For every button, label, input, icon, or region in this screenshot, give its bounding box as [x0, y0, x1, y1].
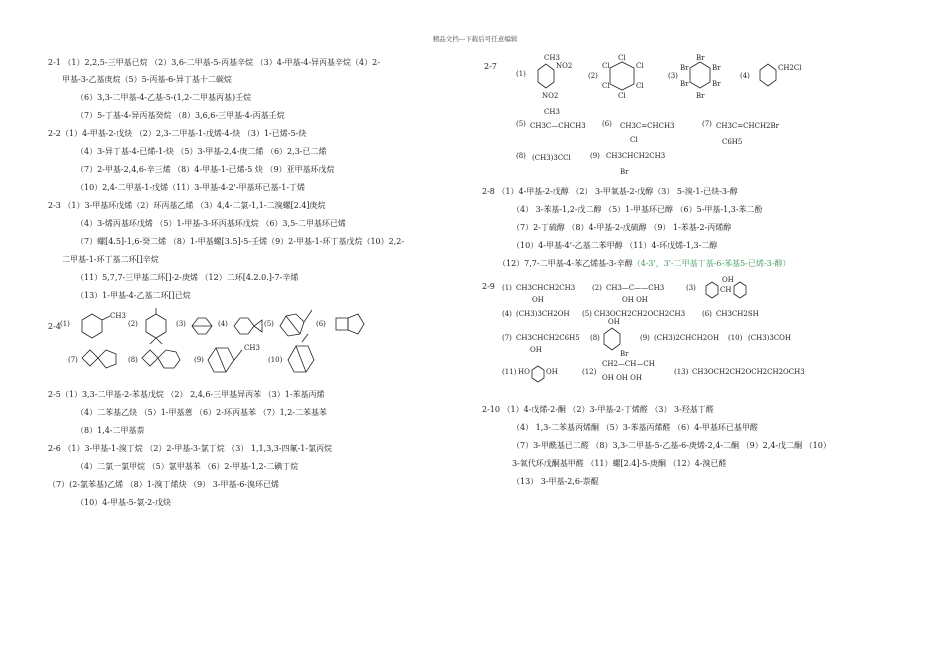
- left-line: （7）螺[4.5]-1,6-癸二烯 （8）1-甲基螺[3.5]-5-壬烯（9）2-甲基-1-环丁基戊烷（10）2,2-: [76, 237, 405, 246]
- svg-text:CH: CH: [720, 286, 732, 294]
- svg-text:CH3OCH2CH2OCH2CH2OCH3: CH3OCH2CH2OCH2CH2OCH3: [692, 368, 805, 376]
- svg-text:(7): (7): [502, 334, 512, 342]
- left-line: （13）1-甲基-4-乙基二环[]已烷: [76, 291, 191, 300]
- svg-text:Cl: Cl: [602, 82, 610, 90]
- svg-text:Br: Br: [680, 80, 689, 88]
- left-line: （7）(2-氯苯基)乙烯 （8）1-溴丁烯炔 （9） 3-甲基-6-溴环已烯: [48, 480, 280, 489]
- page-header: 精品文档---下载后可任意编辑: [432, 35, 518, 43]
- svg-text:CH3C—CHCH3: CH3C—CHCH3: [530, 122, 586, 130]
- svg-text:NO2: NO2: [542, 92, 559, 100]
- svg-text:Br: Br: [620, 350, 629, 358]
- svg-text:(CH3)3CCl: (CH3)3CCl: [532, 154, 571, 162]
- svg-text:(9): (9): [194, 356, 204, 364]
- svg-text:(6): (6): [702, 310, 712, 318]
- svg-text:Br: Br: [712, 80, 721, 88]
- svg-text:(4): (4): [502, 310, 512, 318]
- svg-text:(2): (2): [128, 320, 138, 328]
- svg-text:(8): (8): [128, 356, 138, 364]
- answer-2-8-12: [498, 259, 790, 269]
- svg-text:(3): (3): [686, 284, 696, 292]
- svg-text:(5): (5): [516, 120, 526, 128]
- svg-text:Cl: Cl: [636, 82, 644, 90]
- svg-text:(5): (5): [582, 310, 592, 318]
- svg-text:(1): (1): [60, 320, 70, 328]
- svg-text:Br: Br: [696, 92, 705, 100]
- svg-text:C6H5: C6H5: [722, 138, 743, 146]
- left-line: 二甲基-1-环丁基二环[]辛烷: [62, 255, 159, 264]
- right-line: （4） 3-苯基-1,2-戊二醇 （5）1-甲基环已醇 （6）5-甲基-1,3-苯二酚: [512, 205, 763, 214]
- svg-text:CH3: CH3: [110, 312, 126, 320]
- svg-text:Br: Br: [712, 64, 721, 72]
- svg-text:CH3C=CHCH3: CH3C=CHCH3: [620, 122, 675, 130]
- svg-text:OH OH: OH OH: [622, 296, 648, 304]
- svg-text:(6): (6): [316, 320, 326, 328]
- right-line: （10）4-甲基-4'-乙基二苯甲醇 （11）4-环戊烯-1,3-二醇: [512, 241, 718, 250]
- right-line: （13） 3-甲基-2,6-萘醌: [512, 477, 599, 486]
- svg-text:(9): (9): [640, 334, 650, 342]
- left-line: （8）1,4-二甲基萘: [76, 426, 145, 435]
- left-line: （4）二氯一氯甲烷 （5）氯甲基苯 （6）2-甲基-1,2-二碘丁烷: [76, 462, 299, 471]
- svg-text:OH: OH: [546, 368, 558, 376]
- svg-text:CH3CHCH2CH3: CH3CHCH2CH3: [516, 284, 576, 292]
- left-line: （4）3-烯丙基环戊烯 （5）1-甲基-3-环丙基环戊烷 （6）3,5-二甲基环已烯: [76, 219, 346, 228]
- left-line: 2-6 （1）3-甲基-1-溴丁烷 （2）2-甲基-3-氯丁烷 （3） 1,1,3,3-四氟-1-氯丙烷: [48, 444, 333, 453]
- left-line: （4）二苯基乙炔 （5）1-甲基蒽 （6）2-环丙基苯 （7）1,2-二苯基苯: [76, 408, 327, 417]
- svg-text:(4): (4): [740, 72, 750, 80]
- svg-text:CH2Cl: CH2Cl: [778, 64, 802, 72]
- svg-text:(3): (3): [668, 72, 678, 80]
- svg-text:CH3CHCH2C6H5: CH3CHCH2C6H5: [516, 334, 580, 342]
- svg-text:Cl: Cl: [618, 54, 626, 62]
- svg-text:CH3C=CHCH2Br: CH3C=CHCH2Br: [716, 122, 779, 130]
- left-line: （6）3,3-二甲基-4-乙基-5-(1,2-二甲基丙基)壬烷: [76, 93, 252, 102]
- svg-text:(5): (5): [264, 320, 274, 328]
- structures-2-4-row2: [68, 340, 368, 390]
- right-line: （7）3-甲酰基已二醛 （8）3,3-二甲基-5-乙基-6-庚烯-2,4-二酮 （9）2,4-戊二酮 （10）: [512, 441, 831, 450]
- svg-text:(1): (1): [516, 70, 526, 78]
- svg-text:(CH3)3COH: (CH3)3COH: [748, 334, 792, 342]
- answer-2-8-12-alt: （4-3'，3'-二甲基丁基-6-苯基5-已烯-3-醇）: [632, 259, 791, 268]
- svg-text:(4): (4): [218, 320, 228, 328]
- svg-text:CH3CHCH2CH3: CH3CHCH2CH3: [606, 152, 666, 160]
- svg-text:Br: Br: [696, 54, 705, 62]
- svg-text:CH3: CH3: [244, 344, 260, 352]
- svg-text:(7): (7): [702, 120, 712, 128]
- left-line: （11）5,7,7-三甲基二环[]-2-庚烯 （12）二环[4.2.0.]-7-辛烯: [76, 273, 299, 282]
- left-line: （4）3-异丁基-4-已烯-1-炔 （5）3-甲基-2,4-庚二烯 （6）2,3-已二烯: [76, 147, 327, 156]
- svg-text:(10): (10): [728, 334, 743, 342]
- svg-text:OH: OH: [532, 296, 544, 304]
- right-line: 3-氧代环戊酮基甲醛 （11）螺[2.4]-5-庚酮 （12）4-溴已醛: [512, 459, 727, 468]
- svg-text:(2): (2): [588, 72, 598, 80]
- svg-text:CH3OCH2CH2OCH2CH3: CH3OCH2CH2OCH2CH3: [594, 310, 686, 318]
- section-2-4-label: 2-4: [48, 322, 61, 331]
- svg-text:(8): (8): [516, 152, 526, 160]
- svg-text:HO: HO: [518, 368, 530, 376]
- structures-2-7: [516, 54, 836, 204]
- right-line: （4） 1,3-二苯基丙烯酮 （5）3-苯基丙烯醛 （6）4-甲基环已基甲醛: [512, 423, 758, 432]
- svg-text:CH3CH2SH: CH3CH2SH: [716, 310, 759, 318]
- svg-text:Cl: Cl: [636, 62, 644, 70]
- svg-text:(10): (10): [268, 356, 283, 364]
- svg-text:CH3—C——CH3: CH3—C——CH3: [606, 284, 665, 292]
- svg-text:OH: OH: [722, 276, 734, 284]
- svg-text:Br: Br: [680, 64, 689, 72]
- svg-text:(13): (13): [674, 368, 689, 376]
- svg-text:(9): (9): [590, 152, 600, 160]
- svg-text:(12): (12): [582, 368, 597, 376]
- left-line: （10）2,4-二甲基-1-戊烯（11）3-甲基-4-2'-甲基环已基-1-丁烯: [76, 183, 306, 192]
- svg-text:(3): (3): [176, 320, 186, 328]
- structures-2-9: [502, 276, 882, 396]
- svg-text:NO2: NO2: [556, 62, 573, 70]
- svg-text:(2): (2): [592, 284, 602, 292]
- svg-text:OH: OH: [530, 346, 542, 354]
- svg-text:(7): (7): [68, 356, 78, 364]
- svg-text:Br: Br: [620, 168, 629, 176]
- svg-text:Cl: Cl: [618, 92, 626, 100]
- right-line: 2-8 （1）4-甲基-2-戊醇 （2） 3-甲氧基-2-戊醇（3） 5-溴-1-已炔-3-醇: [482, 187, 738, 196]
- svg-text:(CH3)2CHCH2OH: (CH3)2CHCH2OH: [654, 334, 720, 342]
- right-line: （7）2-丁硫醇 （8）4-甲基-2-戊硫醇 （9） 1-苯基-2-丙烯醇: [512, 223, 732, 232]
- svg-text:OH: OH: [608, 318, 620, 326]
- left-line: （10）4-甲基-5-氯-2-戊炔: [76, 498, 171, 507]
- section-2-9-label: 2-9: [482, 282, 495, 291]
- left-line: 甲基-3-乙基庚烷（5）5-丙基-6-异丁基十二碳烷: [62, 75, 232, 84]
- svg-text:CH3: CH3: [544, 54, 560, 62]
- svg-text:Cl: Cl: [630, 136, 638, 144]
- right-line: 2-10 （1）4-戊烯-2-酮 （2）3-甲基-2-丁烯醛 （3） 3-羟基丁醛: [482, 405, 714, 414]
- answer-2-8-12-main: （12）7,7-二甲基-4-苯乙烯基-3-辛醇: [498, 259, 633, 268]
- left-line: 2-2（1）4-甲基-2-戊炔 （2）2,3-二甲基-1-戊烯-4-炔 （3）1-已烯-5-炔: [48, 129, 307, 138]
- svg-text:(1): (1): [502, 284, 512, 292]
- svg-text:OH OH OH: OH OH OH: [602, 374, 642, 382]
- svg-text:(8): (8): [590, 334, 600, 342]
- left-line: 2-5（1）3,3-二甲基-2-苯基戊烷 （2） 2,4,6-三甲基异丙苯 （3）1-苯基丙烯: [48, 390, 325, 399]
- section-2-7-label: 2-7: [484, 62, 497, 71]
- left-line: 2-3 （1）3-甲基环戊烯（2）环丙基乙烯 （3）4,4-二氯-1,1-二溴螺[2.4]庚烷: [48, 201, 326, 210]
- svg-text:(11): (11): [502, 368, 517, 376]
- left-line: 2-1 （1）2,2,5-三甲基已烷 （2）3,6-二甲基-5-丙基辛烷 （3）4-甲基-4-异丙基辛烷（4）2-: [48, 58, 380, 67]
- left-line: （7）5-丁基-4-异丙基癸烷 （8）3,6,6-三甲基-4-丙基壬烷: [76, 111, 285, 120]
- svg-text:(CH3)3CH2OH: (CH3)3CH2OH: [516, 310, 570, 318]
- svg-text:Cl: Cl: [602, 62, 610, 70]
- svg-text:CH3: CH3: [544, 108, 560, 116]
- svg-text:(6): (6): [602, 120, 612, 128]
- svg-text:CH2—CH—CH: CH2—CH—CH: [602, 360, 655, 368]
- left-line: （7）2-甲基-2,4,6-辛三烯 （8）4-甲基-1-已烯-5 炔 （9）亚甲基环戊烷: [76, 165, 335, 174]
